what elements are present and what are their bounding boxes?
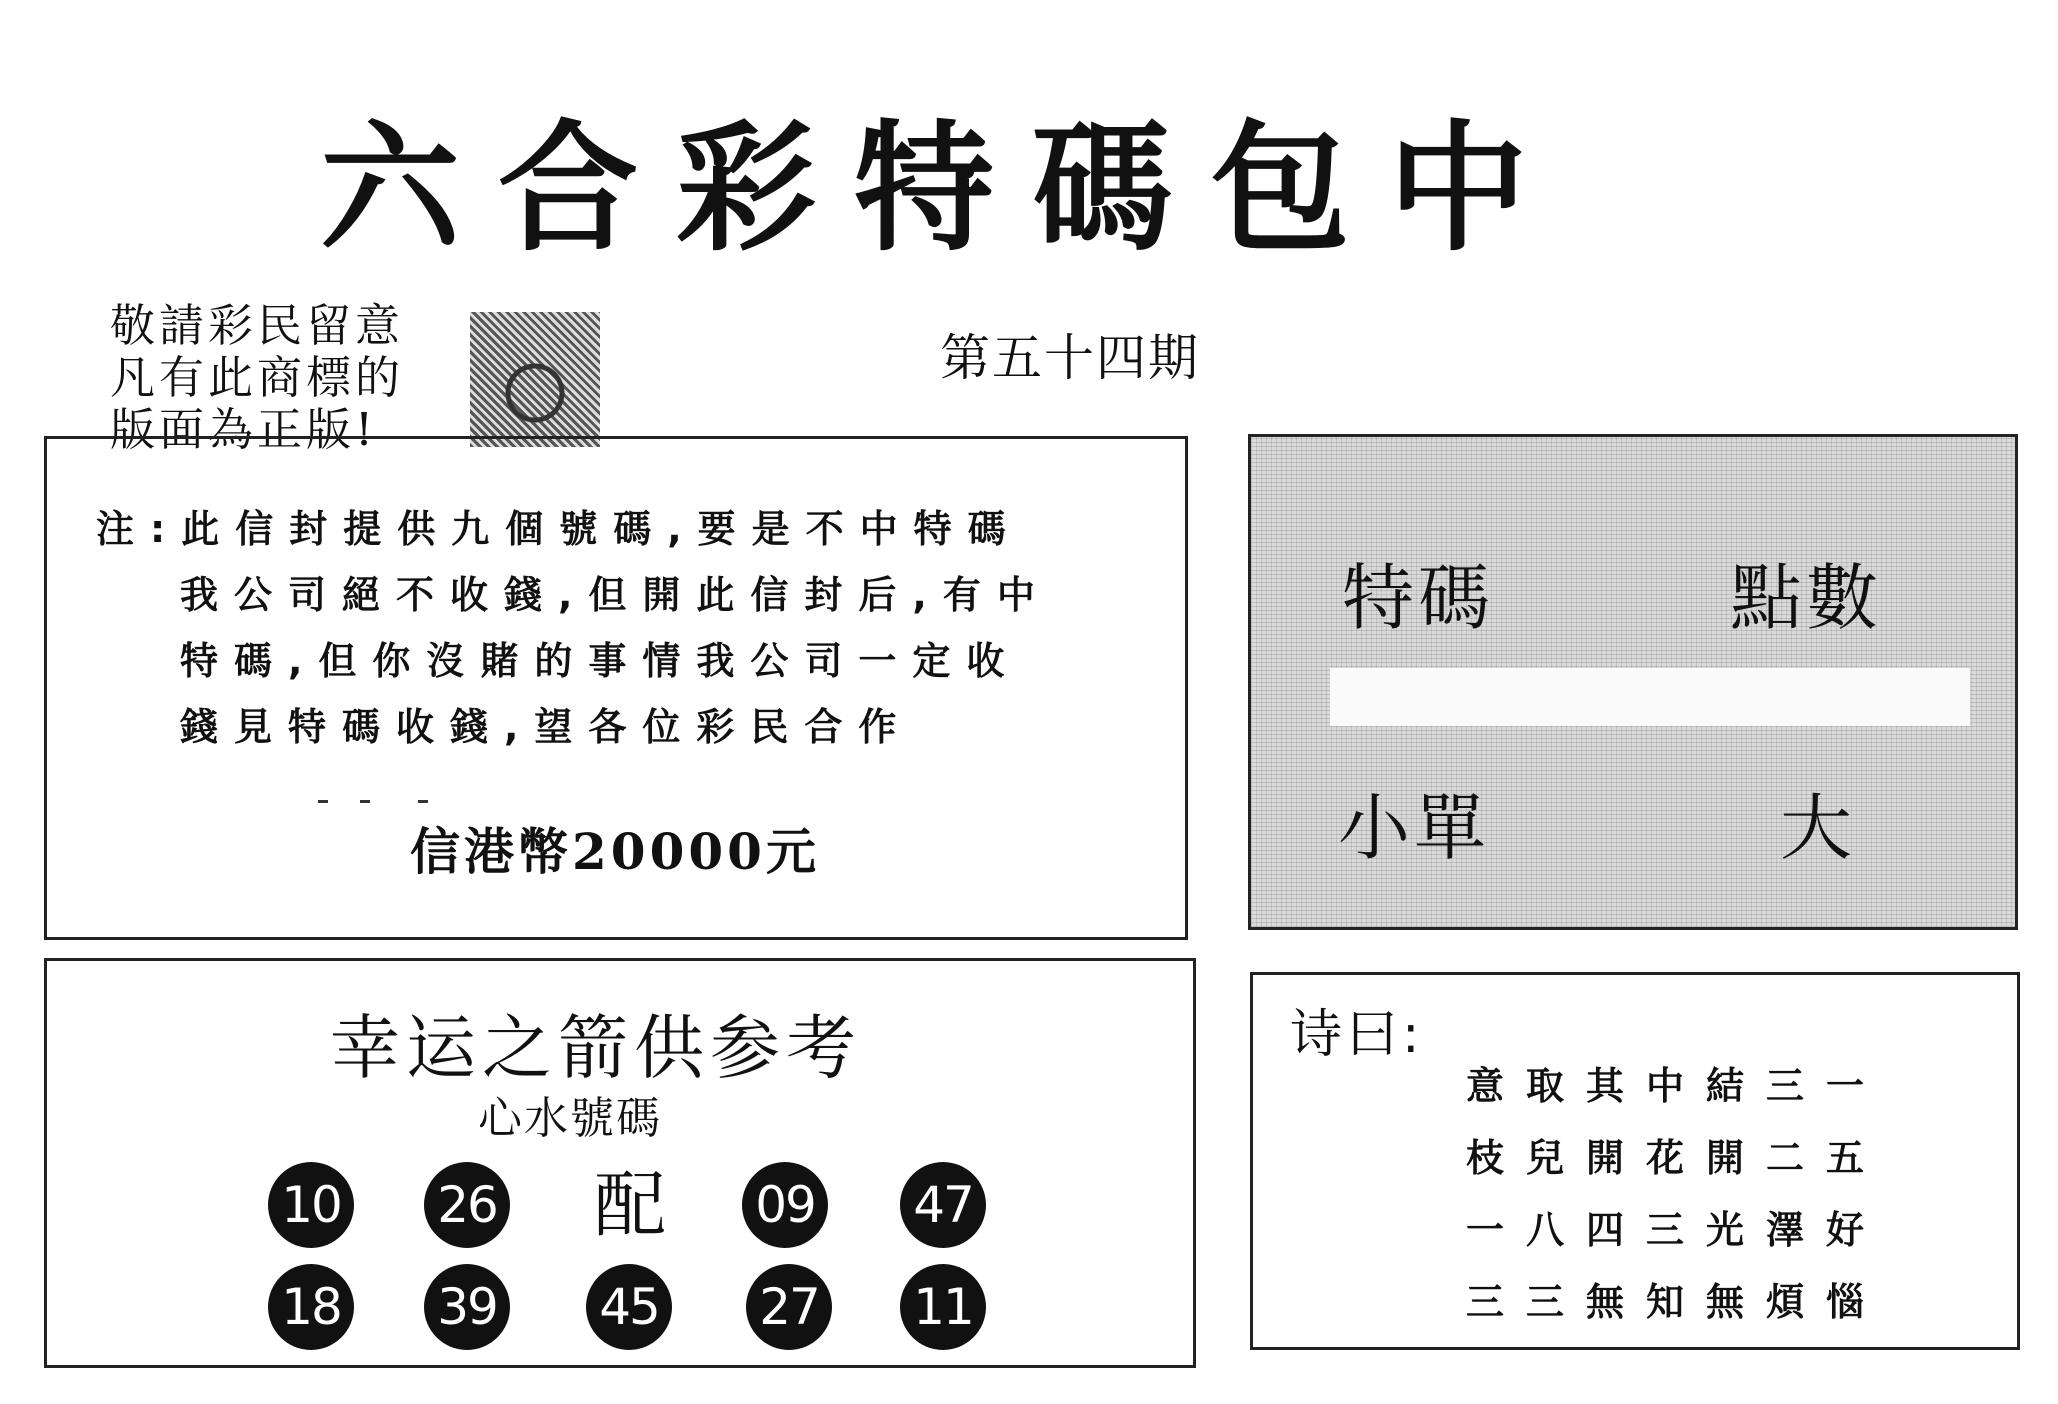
- notice-line: 版面為正版!: [110, 403, 378, 456]
- print-speck: [318, 800, 328, 803]
- number-ball: 26: [424, 1162, 510, 1248]
- dianshu-label: 點數: [1730, 556, 1883, 640]
- poem-line: 枝兒開花開二五: [1466, 1136, 1887, 1180]
- lucky-subtitle: 心水號碼: [478, 1093, 662, 1144]
- number-ball: 18: [268, 1264, 354, 1350]
- poem-line: 三三無知無煩惱: [1466, 1280, 1887, 1324]
- print-speck: [418, 800, 428, 803]
- note-line: 注:此信封提供九個號碼,要是不中特碼: [96, 507, 1022, 551]
- poem-lines: [1466, 1050, 1886, 1338]
- note-text: [96, 496, 1156, 760]
- notice-line: 凡有此商標的: [110, 351, 405, 404]
- da-label: 大: [1780, 786, 1857, 870]
- xiaodan-label: 小單: [1338, 786, 1491, 870]
- notice-line: 敬請彩民留意: [110, 299, 405, 352]
- poem-line: 一八四三光澤好: [1466, 1208, 1887, 1252]
- number-ball: 11: [900, 1264, 986, 1350]
- number-ball: 39: [424, 1264, 510, 1350]
- page-title: 六合彩特碼包中: [320, 108, 1567, 271]
- issue-number: 第五十四期: [940, 329, 1200, 387]
- note-line: 我公司絕不收錢,但開此信封后,有中: [180, 573, 1051, 617]
- number-ball: 10: [268, 1162, 354, 1248]
- number-ball: 45: [586, 1264, 672, 1350]
- tema-label: 特碼: [1342, 556, 1495, 640]
- authenticity-notice: [110, 300, 450, 456]
- poem-line: 意取其中結三一: [1466, 1064, 1887, 1108]
- lucky-title: 幸运之箭供参考: [330, 1007, 862, 1089]
- print-speck: [360, 800, 370, 803]
- note-line: 特碼,但你沒賭的事情我公司一定收: [180, 639, 1021, 683]
- number-ball: 27: [746, 1264, 832, 1350]
- points-band: [1330, 668, 1970, 726]
- poem-heading: 诗曰:: [1290, 1005, 1424, 1065]
- fee-text: 信港幣20000元: [410, 822, 820, 881]
- number-ball: 47: [900, 1162, 986, 1248]
- note-line: 錢見特碼收錢,望各位彩民合作: [180, 705, 913, 749]
- pair-word: 配: [594, 1163, 667, 1247]
- number-ball: 09: [742, 1162, 828, 1248]
- trademark-stamp-icon: [470, 312, 600, 447]
